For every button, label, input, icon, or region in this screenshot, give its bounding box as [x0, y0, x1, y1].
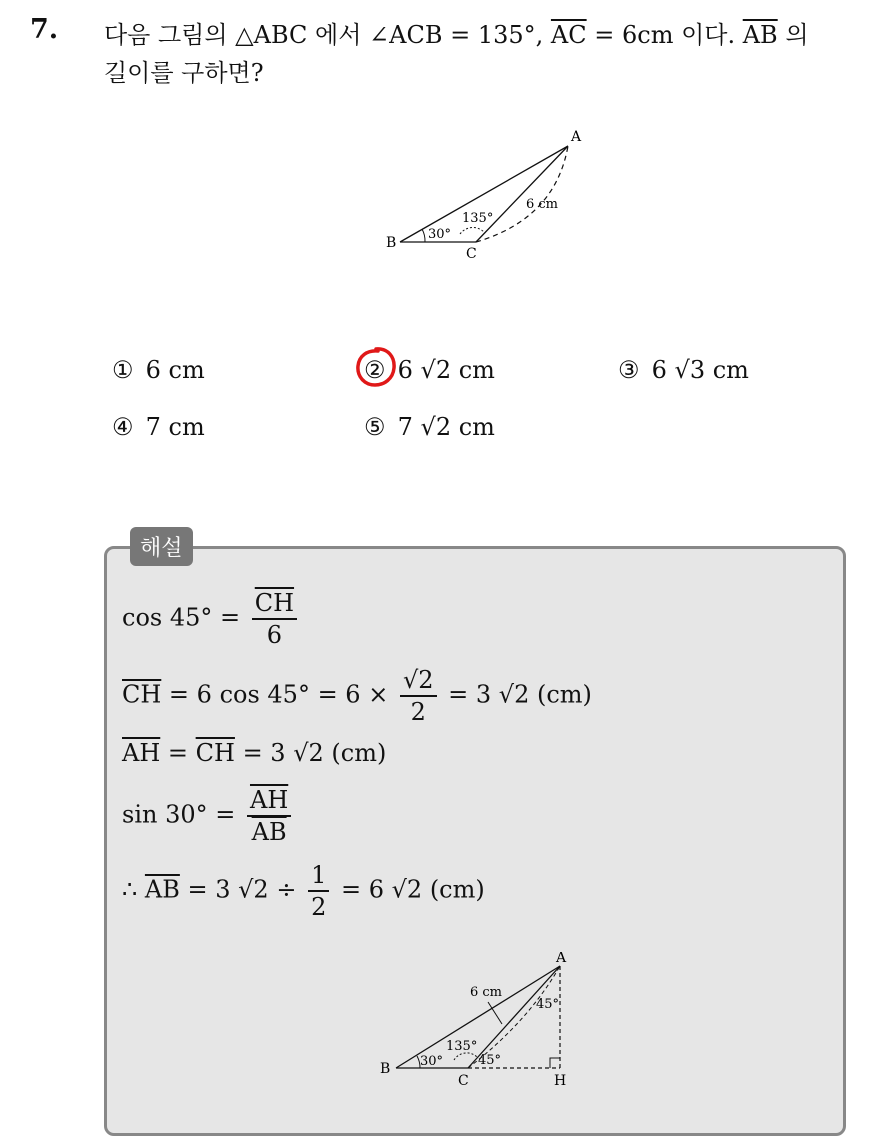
sol5-fraction	[308, 860, 329, 922]
sol1-lhs: cos 45° =	[122, 603, 248, 632]
solution-line-3	[122, 739, 386, 767]
segment-ab: $\overline{AB}$	[742, 21, 778, 49]
sol4-den: AB	[251, 818, 287, 846]
choice-5-text: 7 √2 cm	[397, 413, 495, 441]
solution-tag: 해설	[130, 527, 193, 566]
sol3-ch: $\overline{CH}$	[195, 739, 235, 767]
triangle-figure	[380, 124, 590, 269]
solution-triangle-figure	[378, 952, 588, 1092]
length-pointer	[488, 1002, 502, 1024]
question-line1-c: 의	[777, 21, 809, 49]
vertex-c-label: C	[466, 246, 477, 262]
choice-2-mark: ②	[364, 356, 386, 384]
question-line1-b: = 6cm 이다.	[586, 21, 743, 49]
angle-b-label: 30°	[420, 1054, 444, 1069]
sol5-num: 1	[308, 860, 329, 892]
choice-1-text: 6 cm	[145, 356, 205, 384]
sol2-fraction	[400, 665, 437, 727]
sol3-rhs: = 3 √2 (cm)	[234, 739, 387, 767]
choice-4[interactable]	[112, 413, 205, 441]
sol5-mid: = 3 √2 ÷	[179, 875, 305, 904]
choice-2-text: 6 √2 cm	[397, 356, 495, 384]
segment-ac: $\overline{AC}$	[550, 21, 587, 49]
angle-c-label: 135°	[446, 1039, 478, 1054]
sol1-den: 6	[266, 621, 283, 649]
sol5-therefore: ∴	[122, 875, 145, 904]
angle-a-label: 45°	[536, 997, 560, 1012]
vertex-a-label: A	[571, 129, 582, 145]
solution-line-2	[122, 665, 592, 727]
sol2-ch: $\overline{CH}$	[122, 680, 162, 709]
vertex-b-label: B	[380, 1061, 391, 1077]
vertex-a-label: A	[556, 952, 567, 966]
question-number: 7.	[30, 14, 59, 45]
sol3-eq: =	[160, 739, 196, 767]
solution-line-4	[122, 785, 295, 847]
angle-c2-label: 45°	[478, 1053, 502, 1068]
angle-c-arc	[460, 227, 484, 234]
choice-4-mark: ④	[112, 413, 134, 441]
choice-1-mark: ①	[112, 356, 134, 384]
vertex-c-label: C	[458, 1073, 469, 1089]
angle-b-arc	[422, 229, 425, 242]
choice-1[interactable]	[112, 356, 205, 384]
answer-circle-mark	[354, 345, 398, 389]
vertex-b-label: B	[386, 235, 397, 251]
sol5-rhs: = 6 √2 (cm)	[333, 875, 485, 904]
right-angle-mark	[550, 1058, 560, 1068]
choice-3[interactable]	[618, 356, 749, 384]
angle-c-label: 135°	[462, 211, 494, 226]
sol3-ah: $\overline{AH}$	[122, 739, 161, 767]
sol2-mid: = 6 cos 45° = 6 ×	[161, 680, 396, 709]
question-line1-a: 다음 그림의 △ABC 에서 ∠ACB = 135°,	[104, 21, 551, 49]
choice-3-mark: ③	[618, 356, 640, 384]
choice-3-text: 6 √3 cm	[651, 356, 749, 384]
solution-line-5	[122, 860, 485, 922]
side-ab	[400, 146, 568, 242]
sol2-rhs: = 3 √2 (cm)	[440, 680, 592, 709]
sol4-num: $\overline{AH}$	[247, 785, 291, 817]
sol2-num: √2	[400, 665, 437, 697]
choice-4-text: 7 cm	[145, 413, 205, 441]
sol2-den: 2	[410, 698, 426, 726]
sol4-lhs: sin 30° =	[122, 800, 243, 829]
angle-b-label: 30°	[428, 227, 452, 242]
sol5-ab: $\overline{AB}$	[144, 875, 180, 904]
choice-5[interactable]	[364, 413, 495, 441]
question-line2: 길이를 구하면?	[104, 59, 264, 87]
solution-line-1	[122, 588, 301, 650]
sol1-num: $\overline{CH}$	[252, 588, 297, 620]
sol5-den: 2	[311, 893, 327, 921]
side-ac-label: 6 cm	[526, 197, 559, 212]
vertex-h-label: H	[554, 1073, 567, 1089]
choice-5-mark: ⑤	[364, 413, 386, 441]
sol4-fraction	[247, 785, 291, 847]
side-ac	[476, 146, 568, 242]
side-ac-label: 6 cm	[470, 985, 503, 1000]
question-text	[104, 16, 874, 92]
sol1-fraction	[252, 588, 297, 650]
